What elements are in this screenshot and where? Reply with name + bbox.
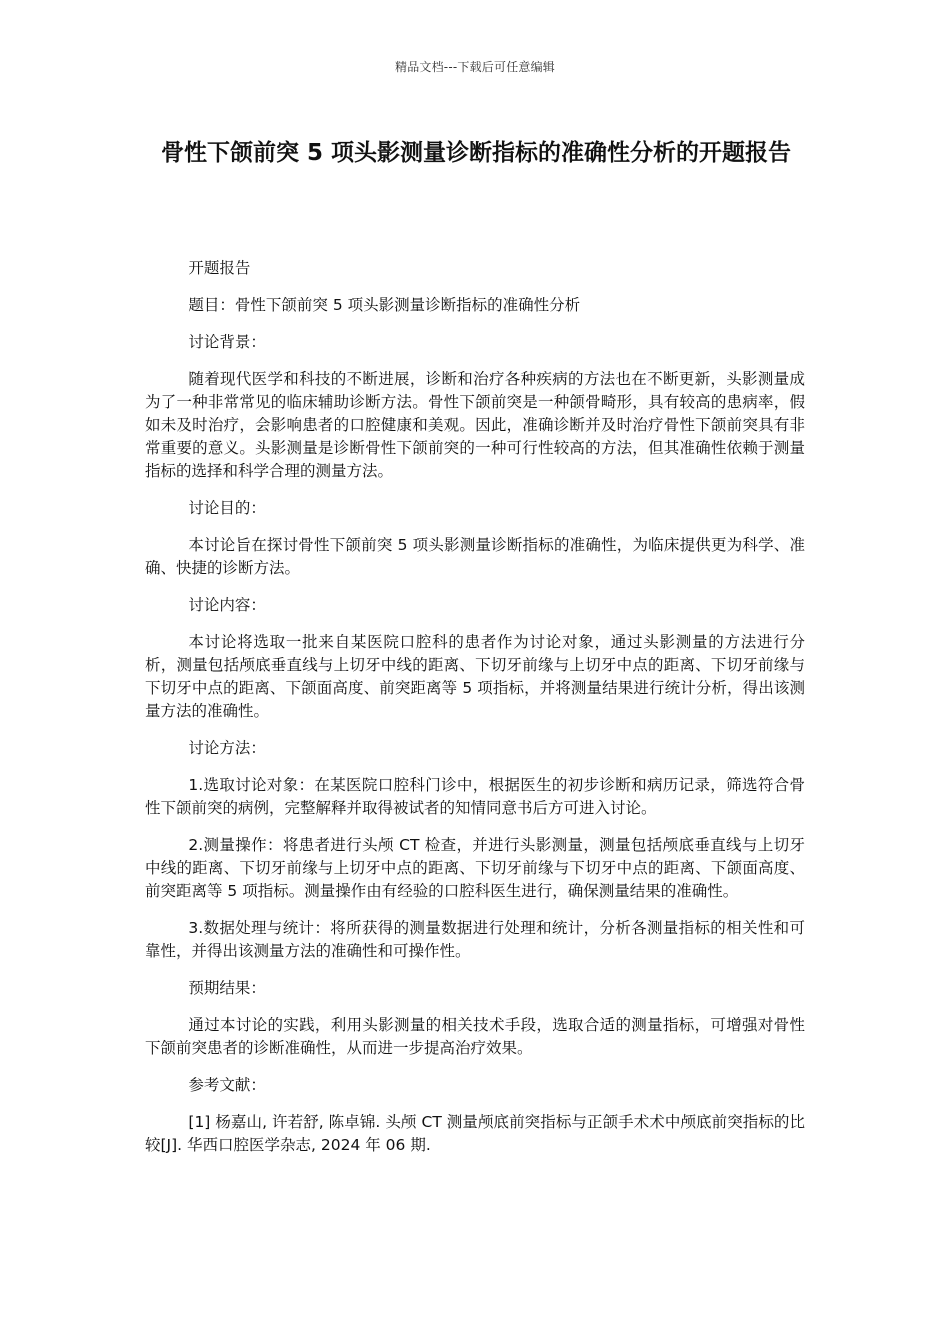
document-title: 骨性下颌前突 5 项头影测量诊断指标的准确性分析的开题报告 xyxy=(160,140,792,166)
method-item-1: 1.选取讨论对象：在某医院口腔科门诊中，根据医生的初步诊断和病历记录，筛选符合骨性下颌前突的病例，完整解释并取得被试者的知情同意书后方可进入讨论。 xyxy=(145,776,805,817)
heading-expected-results: 预期结果： xyxy=(188,979,266,997)
heading-references: 参考文献： xyxy=(188,1076,266,1094)
paragraph-purpose: 本讨论旨在探讨骨性下颌前突 5 项头影测量诊断指标的准确性，为临床提供更为科学、准确、快捷的诊断方法。 xyxy=(145,536,805,577)
section-label-proposal: 开题报告 xyxy=(188,259,251,277)
reference-item-1: [1] 杨嘉山, 许若舒, 陈卓锦. 头颅 CT 测量颅底前突指标与正颌手术术中颅底前突指标的比较[J]. 华西口腔医学杂志, 2024 年 06 期. xyxy=(145,1113,805,1154)
document-body xyxy=(145,257,805,1171)
paragraph-background: 随着现代医学和科技的不断进展，诊断和治疗各种疾病的方法也在不断更新，头影测量成为了一种非常常见的临床辅助诊断方法。骨性下颌前突是一种颌骨畸形，具有较高的患病率，假如未及时治疗，会影响患者的口腔健康和美观。因此，准确诊断并及时治疗骨性下颌前突具有非常重要的意义。头影测量是诊断骨性下颌前突的一种可行性较高的方法，但其准确性依赖于测量指标的选择和科学合理的测量方法。 xyxy=(145,370,805,480)
method-item-3: 3.数据处理与统计：将所获得的测量数据进行处理和统计，分析各测量指标的相关性和可靠性，并得出该测量方法的准确性和可操作性。 xyxy=(145,919,805,960)
paragraph-content: 本讨论将选取一批来自某医院口腔科的患者作为讨论对象，通过头影测量的方法进行分析，测量包括颅底垂直线与上切牙中线的距离、下切牙前缘与上切牙中点的距离、下切牙前缘与下切牙中点的距离、下颌面高度、前突距离等 5 项指标，并将测量结果进行统计分析，得出该测量方法的准确性。 xyxy=(145,633,805,720)
method-item-2: 2.测量操作：将患者进行头颅 CT 检查，并进行头影测量，测量包括颅底垂直线与上切牙中线的距离、下切牙前缘与上切牙中点的距离、下切牙前缘与下切牙中点的距离、下颌面高度、前突距离等 5 项指标。测量操作由有经验的口腔科医生进行，确保测量结果的准确性。 xyxy=(145,836,805,900)
paragraph-expected-results: 通过本讨论的实践，利用头影测量的相关技术手段，选取合适的测量指标，可增强对骨性下颌前突患者的诊断准确性，从而进一步提高治疗效果。 xyxy=(145,1016,805,1057)
topic-line: 题目：骨性下颌前突 5 项头影测量诊断指标的准确性分析 xyxy=(188,296,581,314)
heading-background: 讨论背景： xyxy=(188,333,266,351)
header-note: 精品文档---下载后可任意编辑 xyxy=(395,60,555,74)
heading-methods: 讨论方法： xyxy=(188,739,266,757)
heading-content: 讨论内容： xyxy=(188,596,266,614)
heading-purpose: 讨论目的： xyxy=(188,499,266,517)
